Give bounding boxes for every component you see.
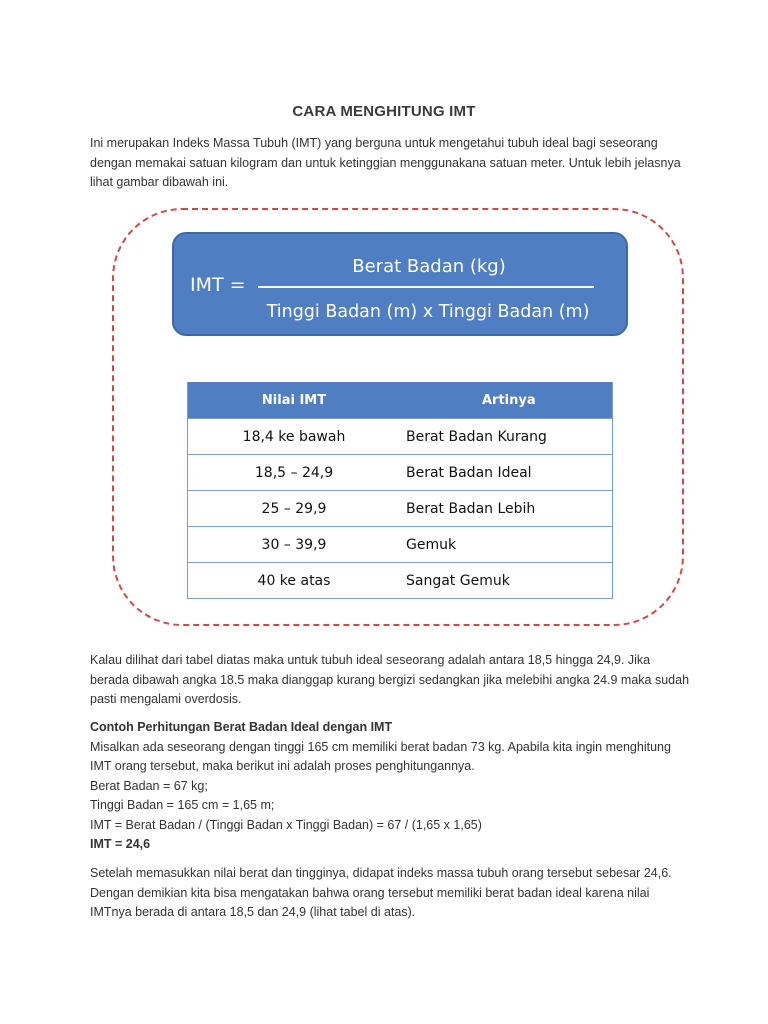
- page-title: CARA MENGHITUNG IMT: [292, 103, 476, 120]
- example-weight: Berat Badan = 67 kg;: [90, 778, 208, 793]
- formula-fraction-line: [258, 286, 594, 288]
- table-row: [188, 455, 613, 491]
- explanation-text: Kalau dilihat dari tabel diatas maka untuk tubuh ideal seseorang adalah antara 18,5 hingga 24,9. Jika berada dibawah angka 18.5 maka dianggap kurang bergizi sedangkan jika melebihi angka 24.9 maka sudah pasti mengalami overdosis.: [90, 653, 690, 706]
- header-artinya: Artinya: [400, 382, 613, 419]
- intro-text: Ini merupakan Indeks Massa Tubuh (IMT) yang berguna untuk mengetahui tubuh ideal bagi seseorang dengan memakai satuan kilogram dan untuk ketinggian menggunakana satuan meter. Untuk lebih jelasnya lihat gambar dibawah ini.: [90, 136, 681, 189]
- imt-table: [187, 382, 613, 599]
- example-height: Tinggi Badan = 165 cm = 1,65 m;: [90, 798, 275, 812]
- table-row: [188, 419, 613, 455]
- example-intro: Misalkan ada seseorang dengan tinggi 165 cm memiliki berat badan 73 kg. Apabila kita ingin menghitung IMT orang tersebut, maka berikut ini adalah proses penghitungannya.: [90, 739, 671, 773]
- example-result: IMT = 24,6: [90, 837, 151, 851]
- table-cell-meaning: Berat Badan Lebih: [400, 491, 613, 527]
- table-cell-meaning: Berat Badan Kurang: [400, 419, 613, 455]
- table-cell-value: 30 – 39,9: [188, 527, 401, 563]
- formula-denominator: Tinggi Badan (m) x Tinggi Badan (m): [266, 302, 590, 322]
- table-cell-meaning: Gemuk: [400, 527, 613, 563]
- table-row: [188, 491, 613, 527]
- formula-label: IMT =: [190, 274, 246, 296]
- example-calculation: IMT = Berat Badan / (Tinggi Badan x Tinggi Badan) = 67 / (1,65 x 1,65): [90, 817, 482, 832]
- formula-box: [172, 232, 628, 336]
- table-header-row: [188, 382, 613, 419]
- table-cell-value: 25 – 29,9: [188, 491, 401, 527]
- table-cell-meaning: Sangat Gemuk: [400, 563, 613, 599]
- table-row: [188, 563, 613, 599]
- table-cell-meaning: Berat Badan Ideal: [400, 455, 613, 491]
- table-row: [188, 527, 613, 563]
- table-cell-value: 40 ke atas: [188, 563, 401, 599]
- conclusion-paragraph: [90, 864, 690, 923]
- example-section: [90, 718, 690, 855]
- table-cell-value: 18,4 ke bawah: [188, 419, 401, 455]
- header-nilai-imt: Nilai IMT: [188, 382, 401, 419]
- example-heading: Contoh Perhitungan Berat Badan Ideal dengan IMT: [90, 720, 393, 734]
- formula-numerator: Berat Badan (kg): [352, 256, 506, 277]
- table-cell-value: 18,5 – 24,9: [188, 455, 401, 491]
- intro-paragraph: [90, 134, 690, 193]
- conclusion-text: Setelah memasukkan nilai berat dan tingginya, didapat indeks massa tubuh orang tersebut sebesar 24,6. Dengan demikian kita bisa mengatakan bahwa orang tersebut memiliki berat badan ideal karena nilai IMTnya berada di antara 18,5 dan 24,9 (lihat tabel di atas).: [90, 866, 672, 919]
- explanation-paragraph: [90, 651, 690, 710]
